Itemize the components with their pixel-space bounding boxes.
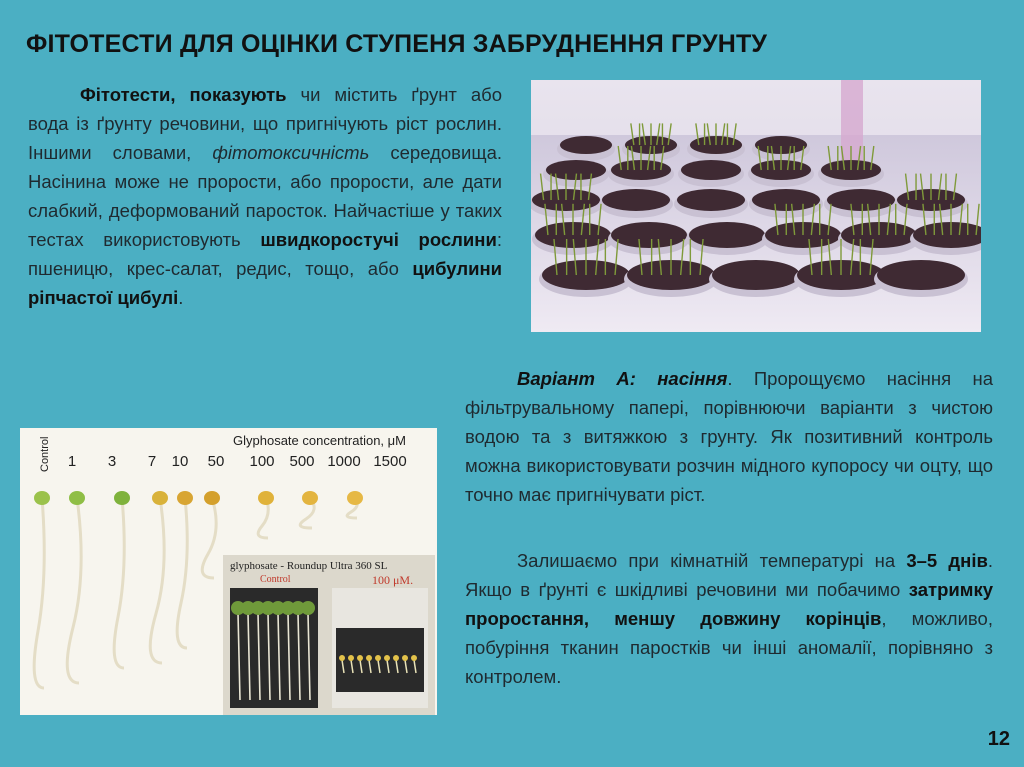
seedling-cotyledon <box>302 491 318 505</box>
petri-dish-soil <box>560 136 612 154</box>
concentration-label: 10 <box>171 453 189 470</box>
inset-seedling-seed <box>411 655 417 661</box>
lead-phrase: Фітотести, показують <box>80 84 287 105</box>
variant-a-paragraph <box>465 364 993 509</box>
petri-dish-soil <box>712 260 800 290</box>
effects-phrase: затримку проростання, меншу довжину корінців <box>465 579 993 629</box>
inset-seedling-leaf <box>301 601 315 615</box>
petri-dish-soil <box>827 189 895 211</box>
glyphosate-header: Glyphosate concentration, μM <box>233 433 406 448</box>
concentration-label: 1 <box>67 453 77 470</box>
concentration-label: 50 <box>207 453 225 470</box>
seedlings-illustration <box>20 428 437 715</box>
text-segment: чи містить ґрунт або вода із ґрунту речовини, що пригнічують ріст рослин. Іншими словами, <box>28 84 502 163</box>
concentration-label: 3 <box>107 453 117 470</box>
text-segment: : пшеницю, крес-салат, редис, тощо, або <box>28 229 502 279</box>
inset-seedling-seed <box>384 655 390 661</box>
inset-seedling-seed <box>339 655 345 661</box>
petri-dish-soil <box>689 222 765 248</box>
roundup-inset <box>223 555 435 715</box>
text-segment: . <box>178 287 184 308</box>
bulbs-phrase: цибулини ріпчастої цибулі <box>28 258 502 308</box>
slide-title: ФІТОТЕСТИ ДЛЯ ОЦІНКИ СТУПЕНЯ ЗАБРУДНЕННЯ ГРУНТУ <box>26 30 768 58</box>
days-phrase: 3–5 днів <box>906 550 988 571</box>
seedling-cotyledon <box>152 491 168 505</box>
inset-seedling-seed <box>357 655 363 661</box>
petri-dish-soil <box>877 260 965 290</box>
page-number: 12 <box>987 728 1010 750</box>
petri-dish-soil <box>611 222 687 248</box>
seedling-cotyledon <box>177 491 193 505</box>
inset-control-label: Control <box>260 574 291 585</box>
seedling-cotyledon <box>114 491 130 505</box>
petri-dish-soil <box>681 160 741 180</box>
seedling-cotyledon <box>69 491 85 505</box>
concentration-label: 7 <box>147 453 157 470</box>
text-segment: Залишаємо при кімнатній температурі на <box>517 550 907 571</box>
term-phytotoxicity: фітотоксичність <box>212 142 370 163</box>
intro-paragraph <box>28 80 502 312</box>
petri-dish-soil <box>677 189 745 211</box>
petri-dish-soil <box>602 189 670 211</box>
inset-seedling-seed <box>348 655 354 661</box>
seedling-cotyledon <box>34 491 50 505</box>
inset-title: glyphosate - Roundup Ultra 360 SL <box>230 560 388 572</box>
inset-seedling-seed <box>402 655 408 661</box>
fast-plants-phrase: швидкоростучі рослини <box>260 229 497 250</box>
variant-a-label: Варіант А: насіння <box>517 368 728 389</box>
incubation-paragraph <box>465 546 993 691</box>
inset-seedling-seed <box>393 655 399 661</box>
inset-dose-label: 100 μM. <box>372 573 414 587</box>
seedling-cotyledon <box>204 491 220 505</box>
text-segment: , можливо, побуріння тканин паростків чи інші аномалії, порівняно з контролем. <box>465 608 993 687</box>
control-label: Control <box>39 436 51 472</box>
text-segment: . Якщо в ґрунті є шкідливі речовини ми побачимо <box>465 550 993 600</box>
concentration-label: 1000 <box>327 453 361 470</box>
seedling-cotyledon <box>347 491 363 505</box>
concentration-label: 1500 <box>373 453 407 470</box>
petri-dishes-illustration <box>531 80 981 332</box>
petri-dishes-photo <box>531 80 981 332</box>
text-segment: . Пророщуємо насіння на фільтрувальному папері, порівнюючи варіанти з чистою водою та з витяжкою з грунту. Як позитивний контроль можна використовувати розчин мідного купоросу чи оцту, що точно має пригнічувати ріст. <box>465 368 993 505</box>
glyphosate-seedlings-photo <box>20 428 437 715</box>
concentration-label: 500 <box>289 453 315 470</box>
text-segment: середовища. Насінина може не прорости, або прорости, але дати слабкий, деформований паросток. Найчастіше у таких тестах використовують <box>28 142 502 250</box>
inset-seedling-seed <box>375 655 381 661</box>
seedling-cotyledon <box>258 491 274 505</box>
concentration-label: 100 <box>249 453 275 470</box>
inset-seedling-seed <box>366 655 372 661</box>
